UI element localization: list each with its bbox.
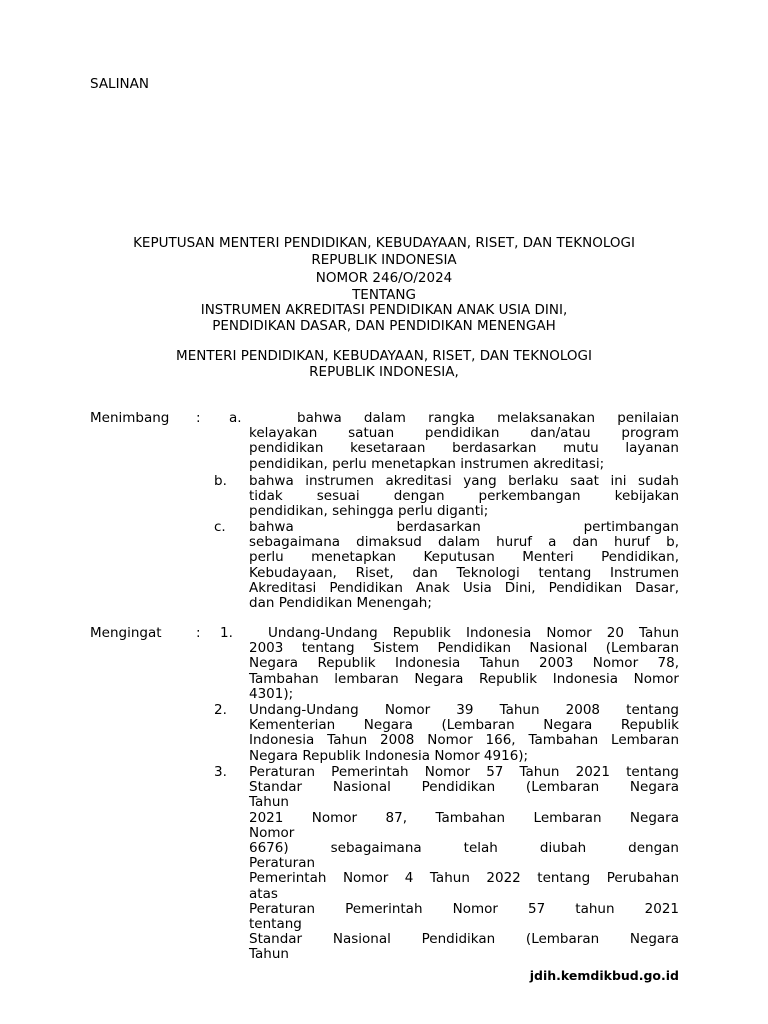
decree-subject-line1: INSTRUMEN AKREDITASI PENDIDIKAN ANAK USIA DINI, bbox=[200, 302, 568, 318]
mengingat-3-text: Peraturan Pemerintah Nomor 57 Tahun 2021 tentang Standar Nasional Pendidikan (Lembaran Negara Tahun 2021 Nomor 87, Tambahan Lembaran Negara Nomor 6676) sebagaimana telah diubah dengan Peraturan Pemerintah Nomor 4 Tahun 2022 tentang Perubahan atas Peraturan Pemerintah Nomor 57 tahun 2021 tentang Standar Nasional Pendidikan (Lembaran Negara Tahun bbox=[249, 764, 679, 963]
mengingat-2-text: Undang-Undang Nomor 39 Tahun 2008 tentang Kementerian Negara (Lembaran Negara Republik Indonesia Tahun 2008 Nomor 166, Tambahan Lembaran Negara Republik Indonesia Nomor 4916); bbox=[249, 702, 679, 764]
menimbang-a-text: bahwa dalam rangka melaksanakan penilaian kelayakan satuan pendidikan dan/atau program pendidikan kesetaraan berdasarkan mutu layanan pendidikan, perlu menetapkan instrumen akreditasi; bbox=[249, 410, 679, 472]
decree-about: TENTANG bbox=[352, 287, 416, 303]
footer-site-link[interactable]: jdih.kemdikbud.go.id bbox=[529, 968, 679, 983]
mengingat-3-marker: 3. bbox=[214, 764, 227, 780]
mengingat-colon: : bbox=[196, 625, 201, 641]
menimbang-b-marker: b. bbox=[214, 473, 227, 489]
mengingat-1-marker: 1. bbox=[220, 625, 233, 641]
decree-title-line1: KEPUTUSAN MENTERI PENDIDIKAN, KEBUDAYAAN, RISET, DAN TEKNOLOGI bbox=[133, 235, 635, 251]
decree-subject-line2: PENDIDIKAN DASAR, DAN PENDIDIKAN MENENGAH bbox=[212, 318, 556, 334]
mengingat-label: Mengingat bbox=[90, 625, 162, 641]
menimbang-b-text: bahwa instrumen akreditasi yang berlaku saat ini sudah tidak sesuai dengan perkembangan kebijakan pendidikan, sehingga perlu diganti; bbox=[249, 473, 679, 520]
menimbang-c-marker: c. bbox=[214, 519, 226, 535]
menimbang-a-marker: a. bbox=[229, 410, 242, 426]
decree-number: NOMOR 246/O/2024 bbox=[315, 270, 453, 286]
mengingat-2-marker: 2. bbox=[214, 702, 227, 718]
decree-title-line2: REPUBLIK INDONESIA bbox=[311, 252, 457, 268]
mengingat-1-text: Undang-Undang Republik Indonesia Nomor 20 Tahun 2003 tentang Sistem Pendidikan Nasional (Lembaran Negara Republik Indonesia Tahun 2003 Nomor 78, Tambahan lembaran Negara Republik Indonesia Nomor 4301); bbox=[249, 625, 679, 702]
official-title-line2: REPUBLIK INDONESIA, bbox=[309, 364, 459, 380]
menimbang-colon: : bbox=[196, 410, 201, 426]
copy-label: SALINAN bbox=[90, 76, 149, 92]
menimbang-label: Menimbang bbox=[90, 410, 170, 426]
menimbang-c-text: bahwa berdasarkan pertimbangan sebagaimana dimaksud dalam huruf a dan huruf b, perlu menetapkan Keputusan Menteri Pendidikan, Kebudayaan, Riset, dan Teknologi tentang Instrumen Akreditasi Pendidikan Anak Usia Dini, Pendidikan Dasar, dan Pendidikan Menengah; bbox=[249, 519, 679, 612]
official-title-line1: MENTERI PENDIDIKAN, KEBUDAYAAN, RISET, DAN TEKNOLOGI bbox=[176, 348, 592, 364]
